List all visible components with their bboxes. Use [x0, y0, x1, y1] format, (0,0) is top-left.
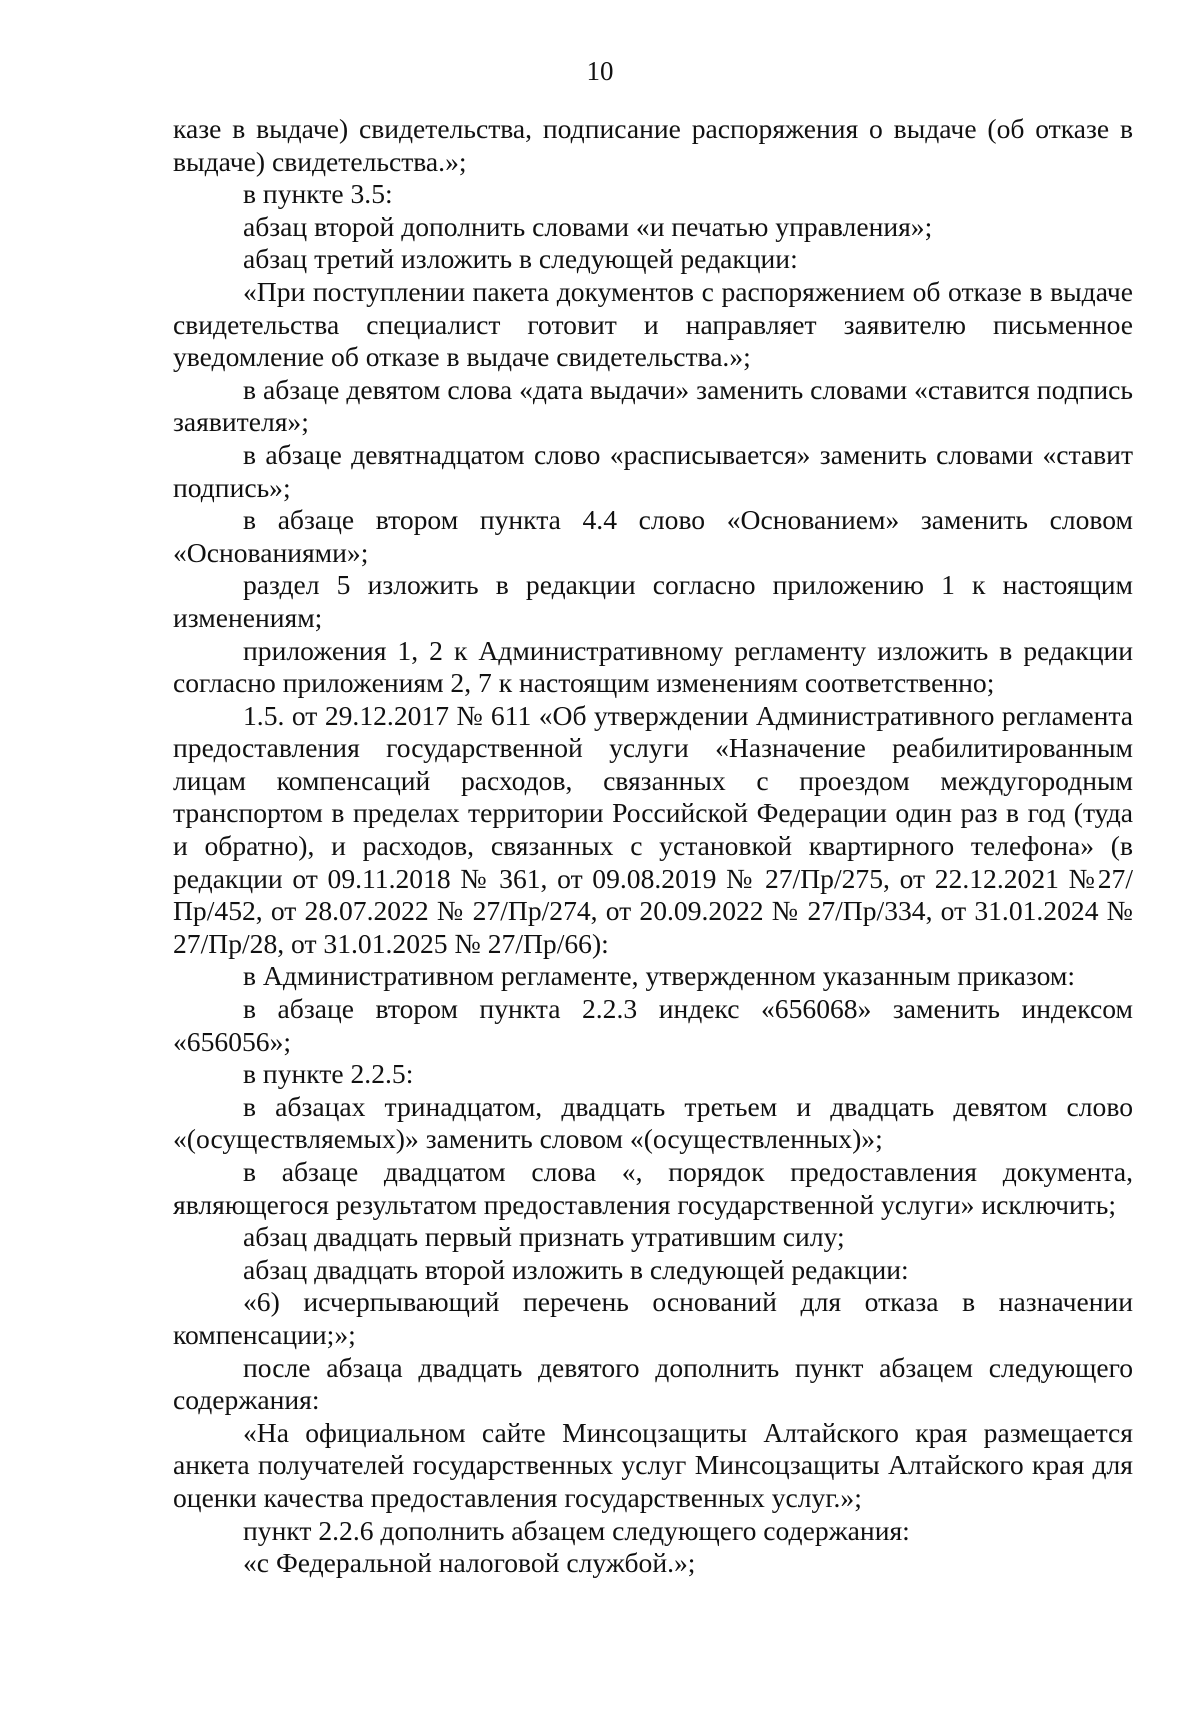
paragraph-9: раздел 5 изложить в редакции согласно приложению 1 к настоящим изменениям; [173, 569, 1133, 633]
paragraph-19: «6) исчерпывающий перечень оснований для отказа в назначении компенсации;»; [173, 1286, 1133, 1350]
paragraph-5: «При поступлении пакета документов с распоряжением об отказе в выдаче свидетельства специалист готовит и направляет заявителю письменное уведомление об отказе в выдаче свидетельства.»; [173, 275, 1133, 373]
paragraph-13: в абзаце втором пункта 2.2.3 индекс «656068» заменить индексом «656056»; [173, 993, 1133, 1057]
paragraph-1: казе в выдаче) свидетельства, подписание распоряжения о выдаче (об отказе в выдаче) свидетельства.»; [173, 113, 1133, 177]
paragraph-21: «На официальном сайте Минсоцзащиты Алтайского края размещается анкета получателей государственных услуг Минсоцзащиты Алтайского края для оценки качества предоставления государственных услуг.»; [173, 1416, 1133, 1513]
paragraph-12: в Административном регламенте, утвержденном указанным приказом: [243, 960, 1076, 992]
paragraph-3: абзац второй дополнить словами «и печатью управления»; [243, 210, 933, 242]
page-number: 10 [586, 56, 614, 86]
paragraph-8: в абзаце втором пункта 4.4 слово «Основанием» заменить словом «Основаниями»; [173, 504, 1133, 568]
paragraph-14: в пункте 2.2.5: [243, 1058, 414, 1090]
paragraph-20: после абзаца двадцать девятого дополнить пункт абзацем следующего содержания: [173, 1351, 1133, 1416]
paragraph-22: пункт 2.2.6 дополнить абзацем следующего содержания: [243, 1514, 910, 1546]
paragraph-15: в абзацах тринадцатом, двадцать третьем и двадцать девятом слово «(осуществляемых)» заменить словом «(осуществленных)»; [173, 1090, 1133, 1155]
paragraph-4: абзац третий изложить в следующей редакции: [243, 243, 798, 275]
paragraph-16: в абзаце двадцатом слова «, порядок предоставления документа, являющегося результатом предоставления государственной услуги» исключить; [173, 1156, 1133, 1220]
paragraph-18: абзац двадцать второй изложить в следующей редакции: [243, 1253, 909, 1285]
paragraph-7: в абзаце девятнадцатом слово «расписывается» заменить словами «ставит подпись»; [173, 438, 1133, 503]
paragraph-10: приложения 1, 2 к Административному регламенту изложить в редакции согласно приложениям 2, 7 к настоящим изменениям соответственно; [173, 634, 1133, 699]
paragraph-23: «с Федеральной налоговой службой.»; [243, 1547, 696, 1579]
document-body [173, 113, 1133, 1580]
paragraph-11: 1.5. от 29.12.2017 № 611 «Об утверждении Административного регламента предоставления государственной услуги «Назначение реабилитированным лицам компенсаций расходов, связанных с проездом междугородным транспортом в пределах территории Российской Федерации один раз в год (туда и обратно), и расходов, связанных с установкой квартирного телефона» (в редакции от 09.11.2018 № 361, от 09.08.2019 № 27/Пр/275, от 22.12.2021 №27/Пр/452, от 28.07.2022 № 27/Пр/274, от 20.09.2022 № 27/Пр/334, от 31.01.2024 № 27/Пр/28, от 31.01.2025 № 27/Пр/66): [173, 699, 1133, 959]
paragraph-6: в абзаце девятом слова «дата выдачи» заменить словами «ставится подпись заявителя»; [173, 373, 1133, 438]
paragraph-2: в пункте 3.5: [243, 178, 393, 210]
paragraph-17: абзац двадцать первый признать утратившим силу; [243, 1221, 845, 1253]
